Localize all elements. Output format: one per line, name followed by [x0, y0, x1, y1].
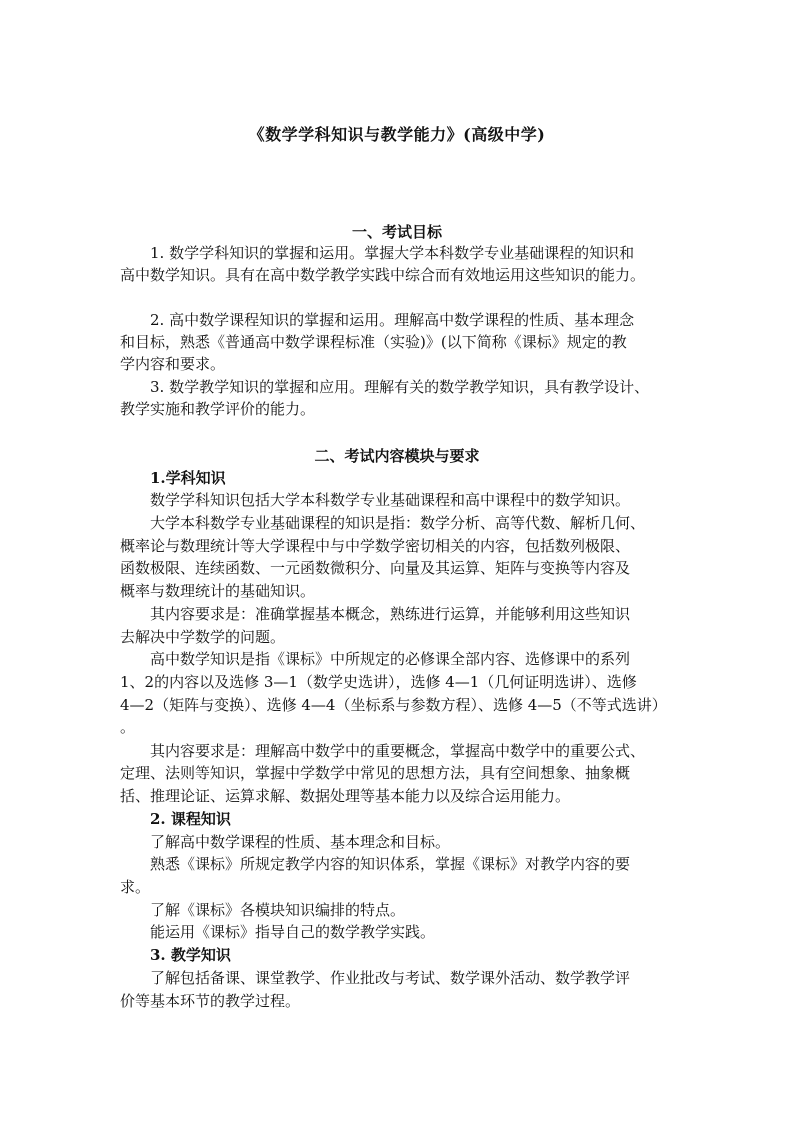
paragraph-line: 学内容和要求。 [120, 355, 226, 373]
paragraph-line: 能运用《课标》指导自己的数学教学实践。 [150, 923, 436, 941]
paragraph-line: 概率论与数理统计等大学课程中与中学数学密切相关的内容，包括数列极限、 [120, 537, 631, 555]
paragraph-line: 3. 数学教学知识的掌握和应用。理解有关的数学教学知识，具有教学设计、 [150, 378, 650, 396]
paragraph-line: 。 [120, 718, 136, 736]
paragraph-line: 4—2（矩阵与变换）、选修 4—4（坐标系与参数方程）、选修 4—5（不等式选讲） [120, 696, 667, 714]
paragraph-line: 了解《课标》各模块知识编排的特点。 [150, 901, 406, 919]
section-heading-exam-objectives: 一、考试目标 [351, 223, 442, 241]
paragraph-line: 2. 高中数学课程知识的掌握和运用。理解高中数学课程的性质、基本理念 [150, 311, 635, 329]
paragraph-line: 求。 [120, 878, 151, 896]
paragraph-line: 1、2的内容以及选修 3—1（数学史选讲），选修 4—1（几何证明选讲）、选修 [120, 673, 637, 691]
subsection-heading-teaching-knowledge: 3. 教学知识 [150, 946, 231, 964]
paragraph-line: 1. 数学学科知识的掌握和运用。掌握大学本科数学专业基础课程的知识和 [150, 244, 635, 262]
section-heading-content-modules: 二、考试内容模块与要求 [314, 447, 480, 465]
paragraph-line: 教学实施和教学评价的能力。 [120, 400, 316, 418]
paragraph-line: 其内容要求是：准确掌握基本概念，熟练进行运算，并能够利用这些知识 [150, 605, 631, 623]
paragraph-line: 其内容要求是：理解高中数学中的重要概念，掌握高中数学中的重要公式、 [150, 742, 646, 760]
paragraph-line: 熟悉《课标》所规定教学内容的知识体系，掌握《课标》对教学内容的要 [150, 855, 631, 873]
paragraph-line: 去解决中学数学的问题。 [120, 628, 286, 646]
document-title: 《数学学科知识与教学能力》(高级中学) [248, 125, 546, 144]
paragraph-line: 括、推理论证、运算求解、数据处理等基本能力以及综合运用能力。 [120, 787, 571, 805]
paragraph-line: 和目标，熟悉《普通高中数学课程标准（实验)》(以下简称《课标》规定的教 [120, 333, 627, 351]
subsection-heading-subject-knowledge: 1.学科知识 [150, 469, 226, 487]
paragraph-line: 了解高中数学课程的性质、基本理念和目标。 [150, 833, 451, 851]
paragraph-line: 价等基本环节的教学过程。 [120, 992, 301, 1010]
paragraph-line: 大学本科数学专业基础课程的知识是指：数学分析、高等代数、解析几何、 [150, 514, 646, 532]
paragraph-line: 定理、法则等知识，掌握中学数学中常见的思想方法，具有空间想象、抽象概 [120, 764, 631, 782]
paragraph-line: 函数极限、连续函数、一元函数微积分、向量及其运算、矩阵与变换等内容及 [120, 559, 631, 577]
paragraph-line: 数学学科知识包括大学本科数学专业基础课程和高中课程中的数学知识。 [150, 491, 631, 509]
paragraph-line: 高中数学知识是指《课标》中所规定的必修课全部内容、选修课中的系列 [150, 650, 631, 668]
paragraph-line: 概率与数理统计的基础知识。 [120, 582, 316, 600]
paragraph-line: 高中数学知识。具有在高中数学教学实践中综合而有效地运用这些知识的能力。 [120, 266, 646, 284]
subsection-heading-curriculum-knowledge: 2. 课程知识 [150, 810, 231, 828]
paragraph-line: 了解包括备课、课堂教学、作业批改与考试、数学课外活动、数学教学评 [150, 969, 631, 987]
